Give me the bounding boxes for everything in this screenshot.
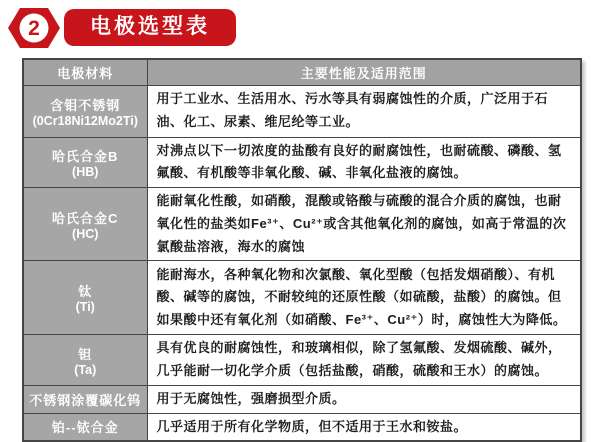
column-header-material: 电极材料 [23, 59, 147, 85]
material-cell [23, 137, 147, 188]
material-name: 哈氏合金C [52, 210, 119, 226]
table-row [23, 85, 581, 137]
section-number: 2 [28, 16, 40, 40]
section-number-badge-icon [6, 4, 62, 52]
material-code: (Ti) [75, 300, 95, 315]
material-name: 不锈钢涂覆碳化钨 [29, 392, 142, 408]
description-cell: 用于无腐蚀性，强磨损型介质。 [147, 385, 581, 413]
material-name: 钛 [78, 284, 93, 300]
material-code: (Ta) [74, 362, 97, 377]
material-code: (HC) [72, 226, 99, 241]
material-name: 哈氏合金B [52, 148, 119, 164]
material-code: (HB) [72, 164, 99, 179]
electrode-selection-table [22, 58, 582, 442]
description-cell: 能耐海水，各种氧化物和次氯酸、氧化型酸（包括发烟硝酸）、有机酸、碱等的腐蚀，不耐较纯的还原性酸（如硫酸，盐酸）的腐蚀。但如果酸中还有氧化剂（如硝酸、Fe³⁺、Cu²⁺）时，腐蚀性大为降低。 [147, 261, 581, 335]
material-code: (0Cr18Ni12Mo2Ti) [32, 113, 138, 128]
material-cell [23, 85, 147, 137]
table-row [23, 188, 581, 261]
material-cell [23, 335, 147, 386]
table-row [23, 385, 581, 413]
section-heading [0, 0, 600, 50]
material-cell [23, 385, 147, 413]
material-cell [23, 413, 147, 441]
table-header-row [23, 59, 581, 85]
description-cell: 对沸点以下一切浓度的盐酸有良好的耐腐蚀性，也耐硫酸、磷酸、氢氟酸、有机酸等非氧化酸、碱、非氧化盐液的腐蚀。 [147, 137, 581, 188]
material-cell [23, 261, 147, 335]
table-row [23, 137, 581, 188]
table-row [23, 335, 581, 386]
table-row [23, 261, 581, 335]
material-cell [23, 188, 147, 261]
table-row [23, 413, 581, 441]
description-cell: 几乎适用于所有化学物质，但不适用于王水和铵盐。 [147, 413, 581, 441]
material-name: 铂--铱合金 [51, 420, 119, 436]
description-cell: 能耐氧化性酸，如硝酸，混酸或铬酸与硫酸的混合介质的腐蚀，也耐氧化性的盐类如Fe³⁺、Cu²⁺或含其他氧化剂的腐蚀，如高于常温的次氯酸盐溶液，海水的腐蚀 [147, 188, 581, 261]
material-name: 含钼不锈钢 [50, 97, 121, 113]
description-cell: 具有优良的耐腐蚀性，和玻璃相似，除了氢氟酸、发烟硫酸、碱外，几乎能耐一切化学介质（包括盐酸，硝酸，硫酸和王水）的腐蚀。 [147, 335, 581, 386]
section-title: 电极选型表 [64, 9, 236, 45]
column-header-performance: 主要性能及适用范围 [147, 59, 581, 85]
description-cell: 用于工业水、生活用水、污水等具有弱腐蚀性的介质，广泛用于石油、化工、尿素、维尼纶等工业。 [147, 85, 581, 137]
material-name: 钽 [78, 346, 93, 362]
